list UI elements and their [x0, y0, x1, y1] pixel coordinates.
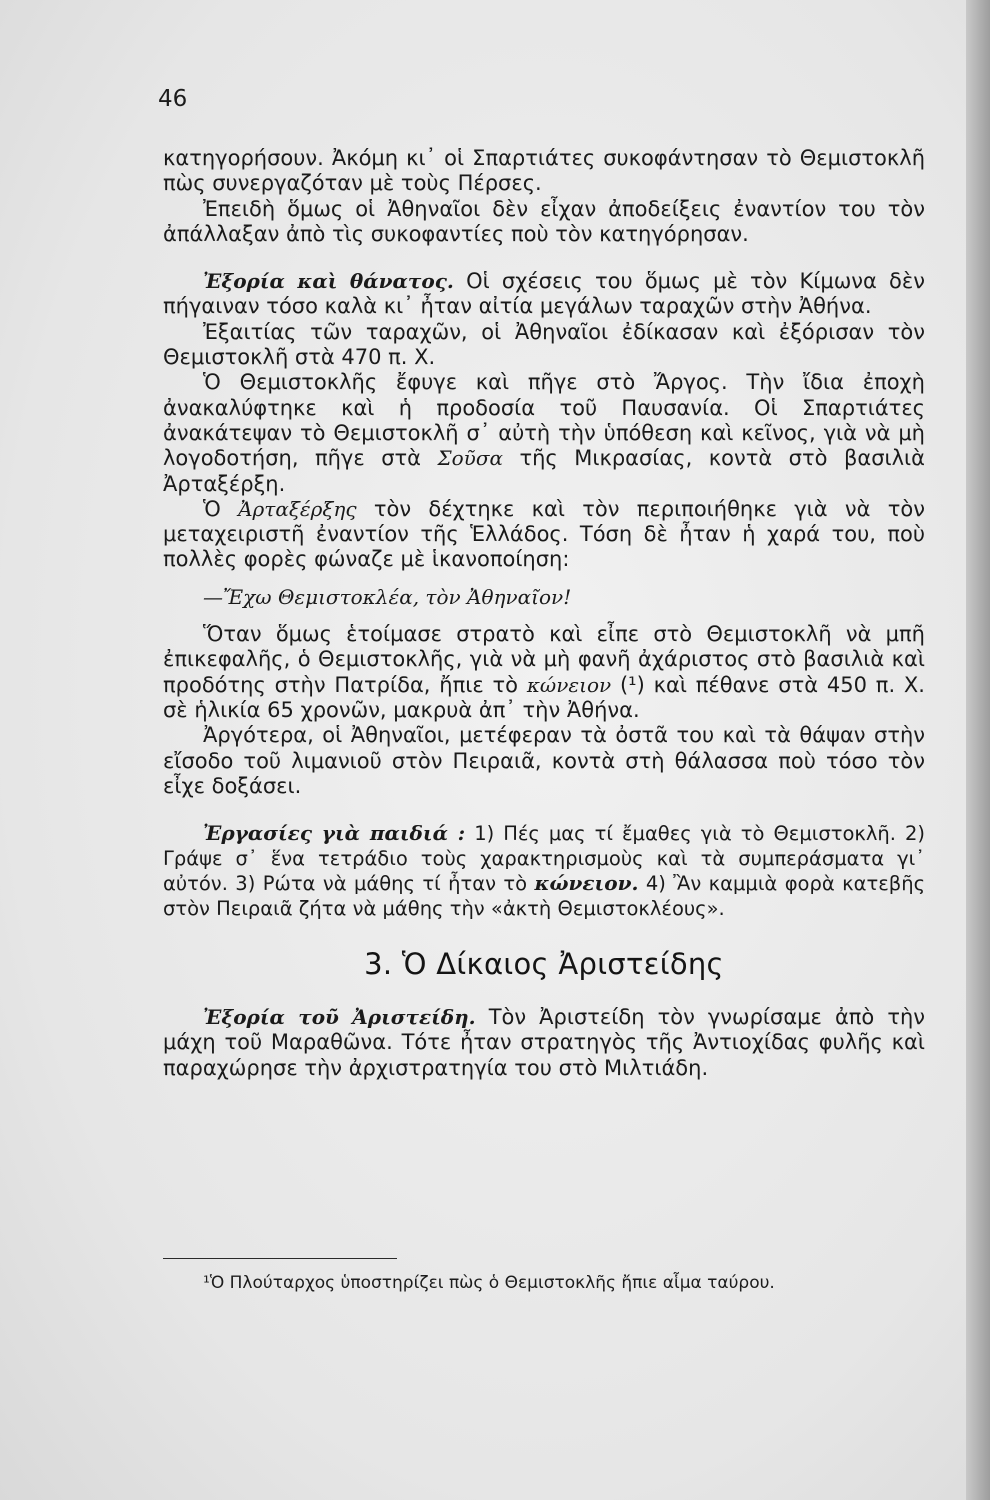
- exercises-heading: Ἐργασίες γιὰ παιδιά :: [203, 821, 466, 846]
- paragraph-5-text-a: Ὁ Θεμιστοκλῆς ἔφυγε καὶ πῆγε στὸ Ἄργος. Τὴν ἴδια ἐποχὴ ἀνακαλύφτηκε καὶ ἡ προδοσία τοῦ Παυσανία. Οἱ Σπαρτιάτες ἀνακάτεψαν τὸ Θεμιστοκλῆ σ᾿ αὐτὴ τὴν ὑπόθεση καὶ κεῖνος, γιὰ νὰ μὴ λογοδοτήση, πῆγε στὰ: [163, 370, 925, 471]
- paragraph-7-text-b: καὶ πέθανε στὰ 450 π. Χ. σὲ ἡλικία 65 χρονῶν, μακρυὰ ἀπ᾿ τὴν Ἀθήνα.: [163, 672, 925, 722]
- quote-line: —Ἔχω Θεμιστοκλέα, τὸν Ἀθηναῖον!: [203, 584, 572, 609]
- section-paragraph: [163, 1005, 925, 1081]
- section-subheading: Ἐξορία τοῦ Ἀριστείδη.: [203, 1005, 476, 1030]
- paragraph-8: Ἀργότερα, οἱ Ἀθηναῖοι, μετέφεραν τὰ ὀστᾶ του καὶ τὰ θάψαν στὴν εἴσοδο τοῦ λιμανιοῦ στὸν Πειραιᾶ, κοντὰ στὴ θάλασσα ποὺ τόσο τὸν εἶχε δοξάσει.: [163, 723, 925, 798]
- paragraph-6: [163, 497, 925, 573]
- name-artaxerxes: Ἀρταξέρξης: [238, 496, 357, 521]
- paragraph-2: Ἐπειδὴ ὅμως οἱ Ἀθηναῖοι δὲν εἶχαν ἀποδείξεις ἐναντίον του τὸν ἀπάλλαξαν ἀπὸ τὶς συκοφαντίες ποὺ τὸν κατηγόρησαν.: [163, 196, 925, 246]
- exercises-text-b: 4) Ἂν καμμιὰ φορὰ κατεβῆς στὸν Πειραιᾶ ζήτα νὰ μάθης τὴν «ἀκτὴ Θεμιστοκλέους».: [163, 872, 926, 920]
- paragraph-6-text-b: τὸν δέχτηκε καὶ τὸν περιποιήθηκε γιὰ νὰ τὸν μεταχειριστῆ ἐναντίον τῆς Ἑλλάδος. Τόση δὲ ἦταν ἡ χαρά του, ποὺ πολλὲς φορὲς φώναζε μὲ ἱκανοποίηση:: [163, 496, 925, 572]
- section-heading: 3. Ὁ Δίκαιος Ἀριστείδης: [364, 947, 724, 982]
- paragraph-4: Ἐξαιτίας τῶν ταραχῶν, οἱ Ἀθηναῖοι ἐδίκασαν καὶ ἐξόρισαν τὸν Θεμιστοκλῆ στὰ 470 π. Χ.: [163, 319, 925, 370]
- place-name-sousa: Σοῦσα: [437, 446, 503, 471]
- paragraph-7: [163, 622, 925, 723]
- subheading-exile-and-death: Ἐξορία καὶ θάνατος.: [203, 269, 454, 294]
- word-koneion: κώνειον: [526, 672, 612, 697]
- footnote: [163, 1272, 925, 1295]
- exercises-paragraph: [163, 821, 925, 921]
- page-edge-shadow: [966, 0, 990, 1500]
- footnote-text: ¹Ὁ Πλούταρχος ὑποστηρίζει πὼς ὁ Θεμιστοκλῆς ἤπιε αἷμα ταύρου.: [203, 1273, 775, 1293]
- paragraph-1: κατηγορήσουν. Ἀκόμη κι᾿ οἱ Σπαρτιάτες συκοφάντησαν τὸ Θεμιστοκλῆ πὼς συνεργαζόταν μὲ τοὺς Πέρσες.: [163, 146, 925, 196]
- exercises-text-a: 1) Πές μας τί ἔμαθες γιὰ τὸ Θεμιστοκλῆ. 2) Γράψε σ᾿ ἕνα τετράδιο τοὺς χαρακτηρισμοὺς καὶ τὰ συμπεράσματα γι᾿ αὐτόν. 3) Ρώτα νὰ μάθης τί ἦταν τὸ: [163, 822, 926, 896]
- paragraph-7-text-a: Ὅταν ὅμως ἑτοίμασε στρατὸ καὶ εἶπε στὸ Θεμιστοκλῆ νὰ μπῆ ἐπικεφαλῆς, ὁ Θεμιστοκλῆς, γιὰ νὰ μὴ φανῆ ἀχάριστος στὸ βασιλιὰ καὶ προδότης στὴν Πατρίδα, ἤπιε τὸ: [163, 622, 925, 697]
- paragraph-exile: [163, 269, 925, 320]
- footnote-divider: [163, 1258, 397, 1259]
- exercises-word-koneion: κώνειον.: [534, 871, 639, 896]
- section-text: Τὸν Ἀριστείδη τὸν γνωρίσαμε ἀπὸ τὴν μάχη τοῦ Μαραθῶνα. Τότε ἦταν στρατηγὸς τῆς Ἀντιοχίδας φυλῆς καὶ παραχώρησε τὴν ἀρχιστρατηγία του στὸ Μιλτιάδη.: [163, 1005, 926, 1080]
- main-text: [163, 146, 925, 1081]
- footnote-reference: (¹): [619, 672, 645, 697]
- paragraph-5-text-b: τῆς Μικρασίας, κοντὰ στὸ βασιλιὰ Ἀρταξέρξη.: [163, 446, 925, 496]
- paragraph-5: [163, 370, 925, 496]
- page-number: 46: [158, 86, 188, 112]
- paragraph-exile-text: Οἱ σχέσεις του ὅμως μὲ τὸν Κίμωνα δὲν πήγαιναν τόσο καλὰ κι᾿ ἦταν αἰτία μεγάλων ταραχῶν στὴν Ἀθήνα.: [163, 269, 925, 319]
- paragraph-6-text-a: Ὁ: [203, 496, 221, 521]
